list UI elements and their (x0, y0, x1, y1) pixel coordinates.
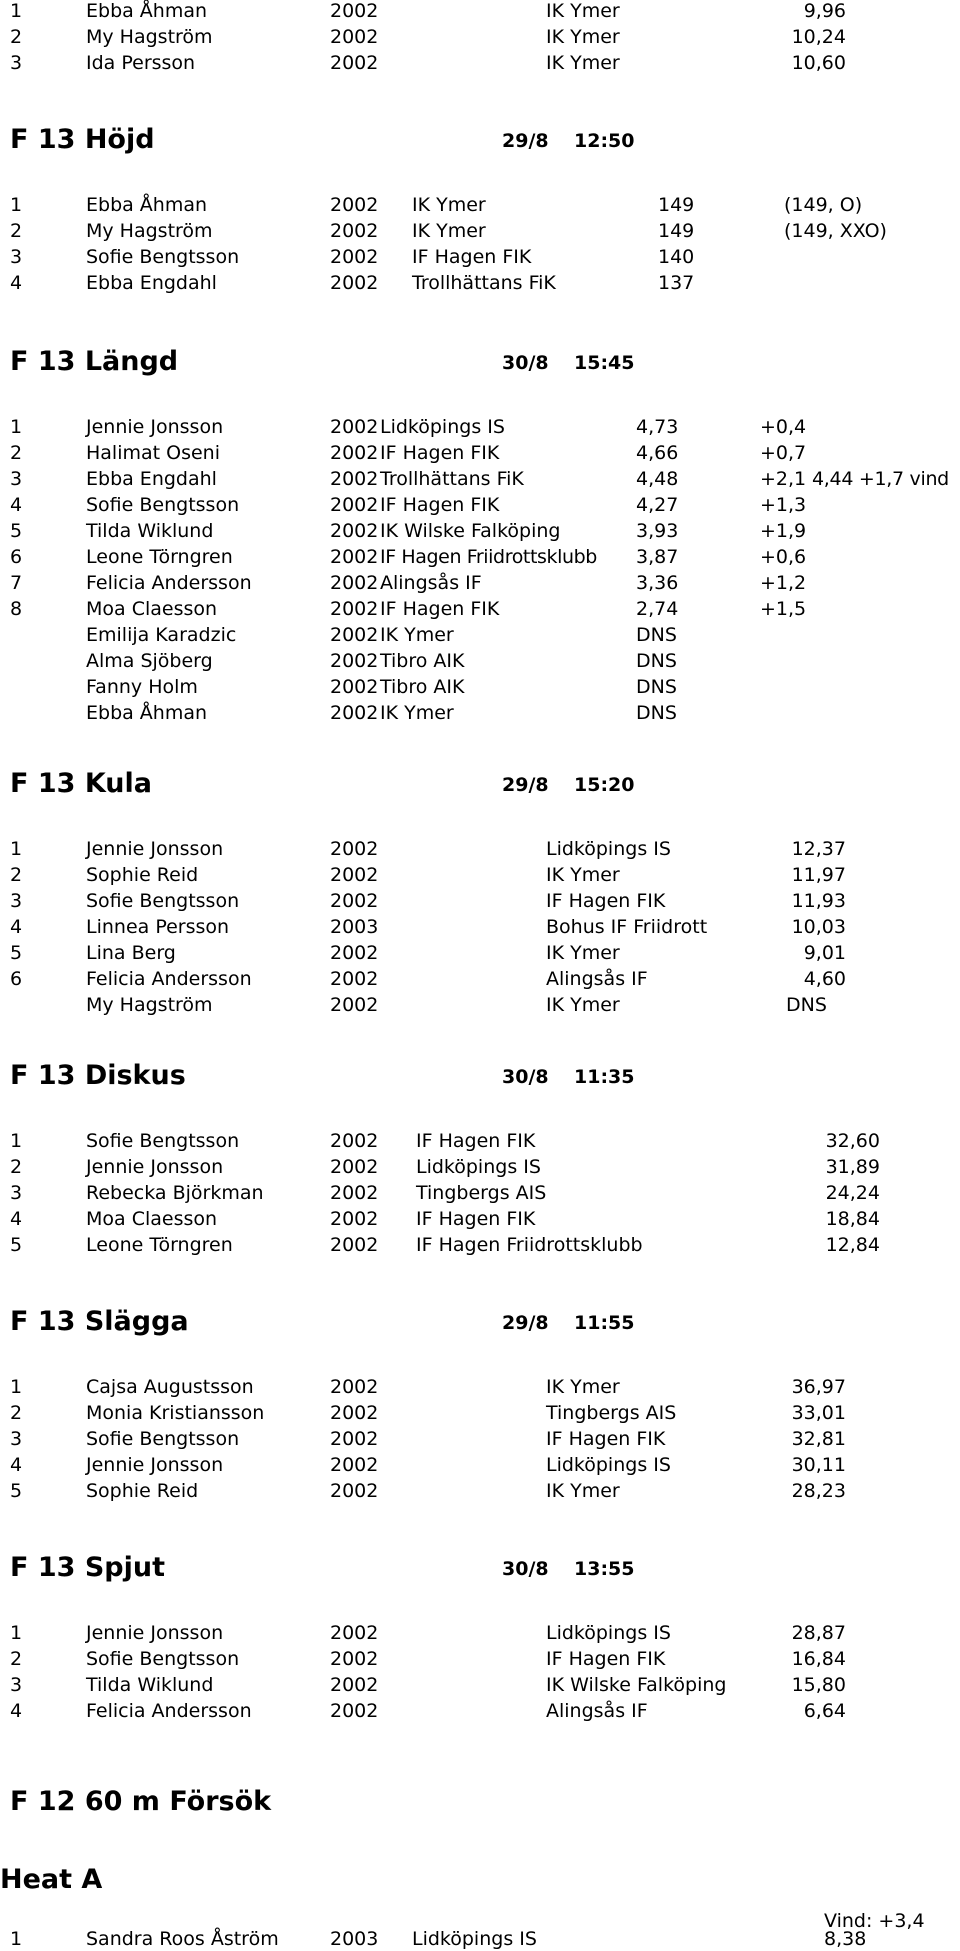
athlete-name: Tilda Wiklund (86, 1674, 214, 1696)
wind: +1,2 (760, 572, 807, 594)
club: IF Hagen Friidrottsklubb (380, 546, 597, 568)
event-title: F 12 60 m Försök (10, 1786, 272, 1817)
club: Lidköpings IS (416, 1156, 541, 1178)
athlete-name: Felicia Andersson (86, 968, 252, 990)
club: Tibro AIK (380, 676, 465, 698)
place: 1 (10, 1928, 23, 1950)
club: IK Ymer (380, 702, 454, 724)
athlete-name: Sofie Bengtsson (86, 1648, 240, 1670)
wind: +1,3 (760, 494, 807, 516)
wind: +0,4 (760, 416, 807, 438)
birth-year: 2002 (330, 546, 379, 568)
birth-year: 2002 (330, 416, 379, 438)
birth-year: 2002 (330, 1402, 379, 1424)
heat-title: Heat A (0, 1864, 103, 1895)
result: DNS (636, 676, 677, 698)
result: 149 (658, 194, 695, 216)
club: Bohus IF Friidrott (546, 916, 708, 938)
athlete-name: Ebba Åhman (86, 194, 208, 216)
place: 2 (10, 26, 23, 48)
result: 36,97 (791, 1376, 846, 1398)
result: 9,01 (803, 942, 846, 964)
club: IK Ymer (412, 220, 486, 242)
club: IF Hagen FIK (416, 1130, 536, 1152)
club: Lidköpings IS (546, 838, 671, 860)
event-time: 11:35 (574, 1066, 635, 1088)
place: 6 (10, 546, 23, 568)
result: 3,93 (636, 520, 679, 542)
result: 16,84 (791, 1648, 846, 1670)
athlete-name: Sandra Roos Åström (86, 1928, 279, 1950)
birth-year: 2002 (330, 272, 379, 294)
birth-year: 2002 (330, 1622, 379, 1644)
result: 24,24 (825, 1182, 880, 1204)
birth-year: 2002 (330, 942, 379, 964)
birth-year: 2002 (330, 1648, 379, 1670)
birth-year: 2002 (330, 1428, 379, 1450)
result: 33,01 (791, 1402, 846, 1424)
birth-year: 2002 (330, 220, 379, 242)
place: 5 (10, 1234, 23, 1256)
event-date: 30/8 (502, 1066, 549, 1088)
wind-note: 4,44 +1,7 vind (812, 468, 949, 490)
athlete-name: My Hagström (86, 220, 213, 242)
athlete-name: Emilija Karadzic (86, 624, 237, 646)
result: 2,74 (636, 598, 679, 620)
result: 11,97 (791, 864, 846, 886)
athlete-name: Jennie Jonsson (86, 1454, 224, 1476)
club: Alingsås IF (546, 968, 648, 990)
place: 1 (10, 194, 23, 216)
athlete-name: Rebecka Björkman (86, 1182, 264, 1204)
birth-year: 2002 (330, 624, 379, 646)
birth-year: 2002 (330, 650, 379, 672)
place: 4 (10, 494, 23, 516)
athlete-name: Sofie Bengtsson (86, 246, 240, 268)
place: 3 (10, 1182, 23, 1204)
club: IF Hagen FIK (380, 494, 500, 516)
result: 12,37 (791, 838, 846, 860)
place: 3 (10, 890, 23, 912)
athlete-name: Lina Berg (86, 942, 176, 964)
athlete-name: My Hagström (86, 26, 213, 48)
club: IF Hagen FIK (412, 246, 532, 268)
birth-year: 2002 (330, 572, 379, 594)
result: 149 (658, 220, 695, 242)
club: IF Hagen FIK (416, 1208, 536, 1230)
event-date: 30/8 (502, 1558, 549, 1580)
athlete-name: My Hagström (86, 994, 213, 1016)
place: 8 (10, 598, 23, 620)
place: 2 (10, 1156, 23, 1178)
result: 4,48 (636, 468, 679, 490)
place: 5 (10, 942, 23, 964)
athlete-name: Ebba Åhman (86, 0, 208, 22)
place: 2 (10, 442, 23, 464)
birth-year: 2002 (330, 1234, 379, 1256)
place: 2 (10, 864, 23, 886)
place: 7 (10, 572, 23, 594)
athlete-name: Moa Claesson (86, 1208, 218, 1230)
birth-year: 2002 (330, 0, 379, 22)
wind: +2,1 (760, 468, 807, 490)
birth-year: 2002 (330, 1376, 379, 1398)
athlete-name: Tilda Wiklund (86, 520, 214, 542)
place: 3 (10, 246, 23, 268)
result: 11,93 (791, 890, 846, 912)
result: 15,80 (791, 1674, 846, 1696)
place: 4 (10, 1454, 23, 1476)
result: 4,73 (636, 416, 679, 438)
result: 10,24 (791, 26, 846, 48)
place: 3 (10, 468, 23, 490)
club: IK Ymer (546, 942, 620, 964)
athlete-name: Leone Törngren (86, 546, 233, 568)
club: Trollhättans FiK (412, 272, 556, 294)
wind: +0,6 (760, 546, 807, 568)
event-date: 30/8 (502, 352, 549, 374)
result: 10,03 (791, 916, 846, 938)
result: 140 (658, 246, 695, 268)
birth-year: 2002 (330, 994, 379, 1016)
birth-year: 2002 (330, 194, 379, 216)
attempts: (149, O) (784, 194, 863, 216)
result: 28,23 (791, 1480, 846, 1502)
birth-year: 2002 (330, 1182, 379, 1204)
result: 18,84 (825, 1208, 880, 1230)
event-title: F 13 Kula (10, 768, 152, 799)
club: IK Ymer (380, 624, 454, 646)
wind: +1,5 (760, 598, 807, 620)
event-date: 29/8 (502, 774, 549, 796)
club: Lidköpings IS (380, 416, 505, 438)
club: Alingsås IF (380, 572, 482, 594)
place: 3 (10, 1674, 23, 1696)
club: IF Hagen FIK (380, 598, 500, 620)
result: 3,36 (636, 572, 679, 594)
place: 2 (10, 1648, 23, 1670)
event-time: 15:45 (574, 352, 635, 374)
event-title: F 13 Längd (10, 346, 179, 377)
place: 4 (10, 272, 23, 294)
birth-year: 2002 (330, 52, 379, 74)
attempts: (149, XXO) (784, 220, 887, 242)
birth-year: 2002 (330, 702, 379, 724)
wind: +0,7 (760, 442, 807, 464)
athlete-name: Jennie Jonsson (86, 416, 224, 438)
birth-year: 2002 (330, 1156, 379, 1178)
place: 5 (10, 1480, 23, 1502)
club: Tingbergs AIS (546, 1402, 677, 1424)
athlete-name: Alma Sjöberg (86, 650, 213, 672)
result: 10,60 (791, 52, 846, 74)
club: IK Wilske Falköping (546, 1674, 727, 1696)
birth-year: 2002 (330, 1208, 379, 1230)
birth-year: 2003 (330, 1928, 379, 1950)
place: 2 (10, 220, 23, 242)
athlete-name: Jennie Jonsson (86, 1156, 224, 1178)
result: 3,87 (636, 546, 679, 568)
place: 1 (10, 1376, 23, 1398)
club: Tingbergs AIS (416, 1182, 547, 1204)
birth-year: 2002 (330, 890, 379, 912)
athlete-name: Felicia Andersson (86, 572, 252, 594)
place: 1 (10, 1130, 23, 1152)
athlete-name: Moa Claesson (86, 598, 218, 620)
birth-year: 2002 (330, 864, 379, 886)
result: 8,38 (824, 1928, 867, 1950)
result: 4,66 (636, 442, 679, 464)
event-time: 13:55 (574, 1558, 635, 1580)
birth-year: 2002 (330, 1130, 379, 1152)
athlete-name: Monia Kristiansson (86, 1402, 265, 1424)
birth-year: 2002 (330, 1480, 379, 1502)
club: IK Ymer (546, 1376, 620, 1398)
birth-year: 2002 (330, 838, 379, 860)
place: 4 (10, 1208, 23, 1230)
athlete-name: Sophie Reid (86, 1480, 199, 1502)
result: 4,27 (636, 494, 679, 516)
place: 2 (10, 1402, 23, 1424)
result: 32,81 (791, 1428, 846, 1450)
place: 4 (10, 916, 23, 938)
birth-year: 2002 (330, 520, 379, 542)
place: 5 (10, 520, 23, 542)
birth-year: 2002 (330, 246, 379, 268)
athlete-name: Linnea Persson (86, 916, 230, 938)
club: Lidköpings IS (546, 1454, 671, 1476)
club: IF Hagen FIK (546, 890, 666, 912)
result: 6,64 (803, 1700, 846, 1722)
result: DNS (786, 994, 827, 1016)
place: 1 (10, 1622, 23, 1644)
athlete-name: Sofie Bengtsson (86, 1130, 240, 1152)
club: Tibro AIK (380, 650, 465, 672)
event-title: F 13 Spjut (10, 1552, 165, 1583)
event-time: 11:55 (574, 1312, 635, 1334)
birth-year: 2002 (330, 598, 379, 620)
athlete-name: Jennie Jonsson (86, 838, 224, 860)
birth-year: 2003 (330, 916, 379, 938)
athlete-name: Ebba Engdahl (86, 272, 217, 294)
club: Alingsås IF (546, 1700, 648, 1722)
event-date: 29/8 (502, 130, 549, 152)
event-title: F 13 Höjd (10, 124, 155, 155)
athlete-name: Sofie Bengtsson (86, 1428, 240, 1450)
place: 3 (10, 52, 23, 74)
club: IF Hagen Friidrottsklubb (416, 1234, 643, 1256)
athlete-name: Sophie Reid (86, 864, 199, 886)
result: 30,11 (791, 1454, 846, 1476)
birth-year: 2002 (330, 1674, 379, 1696)
club: IK Ymer (546, 52, 620, 74)
birth-year: 2002 (330, 494, 379, 516)
event-time: 15:20 (574, 774, 635, 796)
athlete-name: Sofie Bengtsson (86, 890, 240, 912)
place: 4 (10, 1700, 23, 1722)
result: 28,87 (791, 1622, 846, 1644)
athlete-name: Leone Törngren (86, 1234, 233, 1256)
result: DNS (636, 650, 677, 672)
club: IK Ymer (546, 864, 620, 886)
event-date: 29/8 (502, 1312, 549, 1334)
result: 32,60 (825, 1130, 880, 1152)
birth-year: 2002 (330, 468, 379, 490)
athlete-name: Sofie Bengtsson (86, 494, 240, 516)
place: 1 (10, 838, 23, 860)
club: Lidköpings IS (412, 1928, 537, 1950)
result: 4,60 (803, 968, 846, 990)
birth-year: 2002 (330, 1454, 379, 1476)
club: IK Wilske Falköping (380, 520, 561, 542)
event-title: F 13 Diskus (10, 1060, 186, 1091)
athlete-name: Fanny Holm (86, 676, 198, 698)
athlete-name: Ida Persson (86, 52, 196, 74)
result: 31,89 (825, 1156, 880, 1178)
athlete-name: Halimat Oseni (86, 442, 220, 464)
athlete-name: Cajsa Augustsson (86, 1376, 254, 1398)
birth-year: 2002 (330, 26, 379, 48)
athlete-name: Felicia Andersson (86, 1700, 252, 1722)
result: 12,84 (825, 1234, 880, 1256)
birth-year: 2002 (330, 968, 379, 990)
athlete-name: Ebba Åhman (86, 702, 208, 724)
birth-year: 2002 (330, 442, 379, 464)
birth-year: 2002 (330, 676, 379, 698)
club: IF Hagen FIK (380, 442, 500, 464)
club: Trollhättans FiK (380, 468, 524, 490)
birth-year: 2002 (330, 1700, 379, 1722)
place: 6 (10, 968, 23, 990)
athlete-name: Ebba Engdahl (86, 468, 217, 490)
place: 3 (10, 1428, 23, 1450)
event-time: 12:50 (574, 130, 635, 152)
club: IK Ymer (546, 26, 620, 48)
wind: +1,9 (760, 520, 807, 542)
result: 137 (658, 272, 695, 294)
club: IK Ymer (546, 0, 620, 22)
result: 9,96 (803, 0, 846, 22)
club: IF Hagen FIK (546, 1428, 666, 1450)
club: IK Ymer (546, 1480, 620, 1502)
place: 1 (10, 0, 23, 22)
result: DNS (636, 702, 677, 724)
heat-wind: Vind: +3,4 (824, 1910, 925, 1932)
club: IK Ymer (546, 994, 620, 1016)
result: DNS (636, 624, 677, 646)
athlete-name: Jennie Jonsson (86, 1622, 224, 1644)
place: 1 (10, 416, 23, 438)
club: IK Ymer (412, 194, 486, 216)
club: Lidköpings IS (546, 1622, 671, 1644)
event-title: F 13 Slägga (10, 1306, 189, 1337)
club: IF Hagen FIK (546, 1648, 666, 1670)
